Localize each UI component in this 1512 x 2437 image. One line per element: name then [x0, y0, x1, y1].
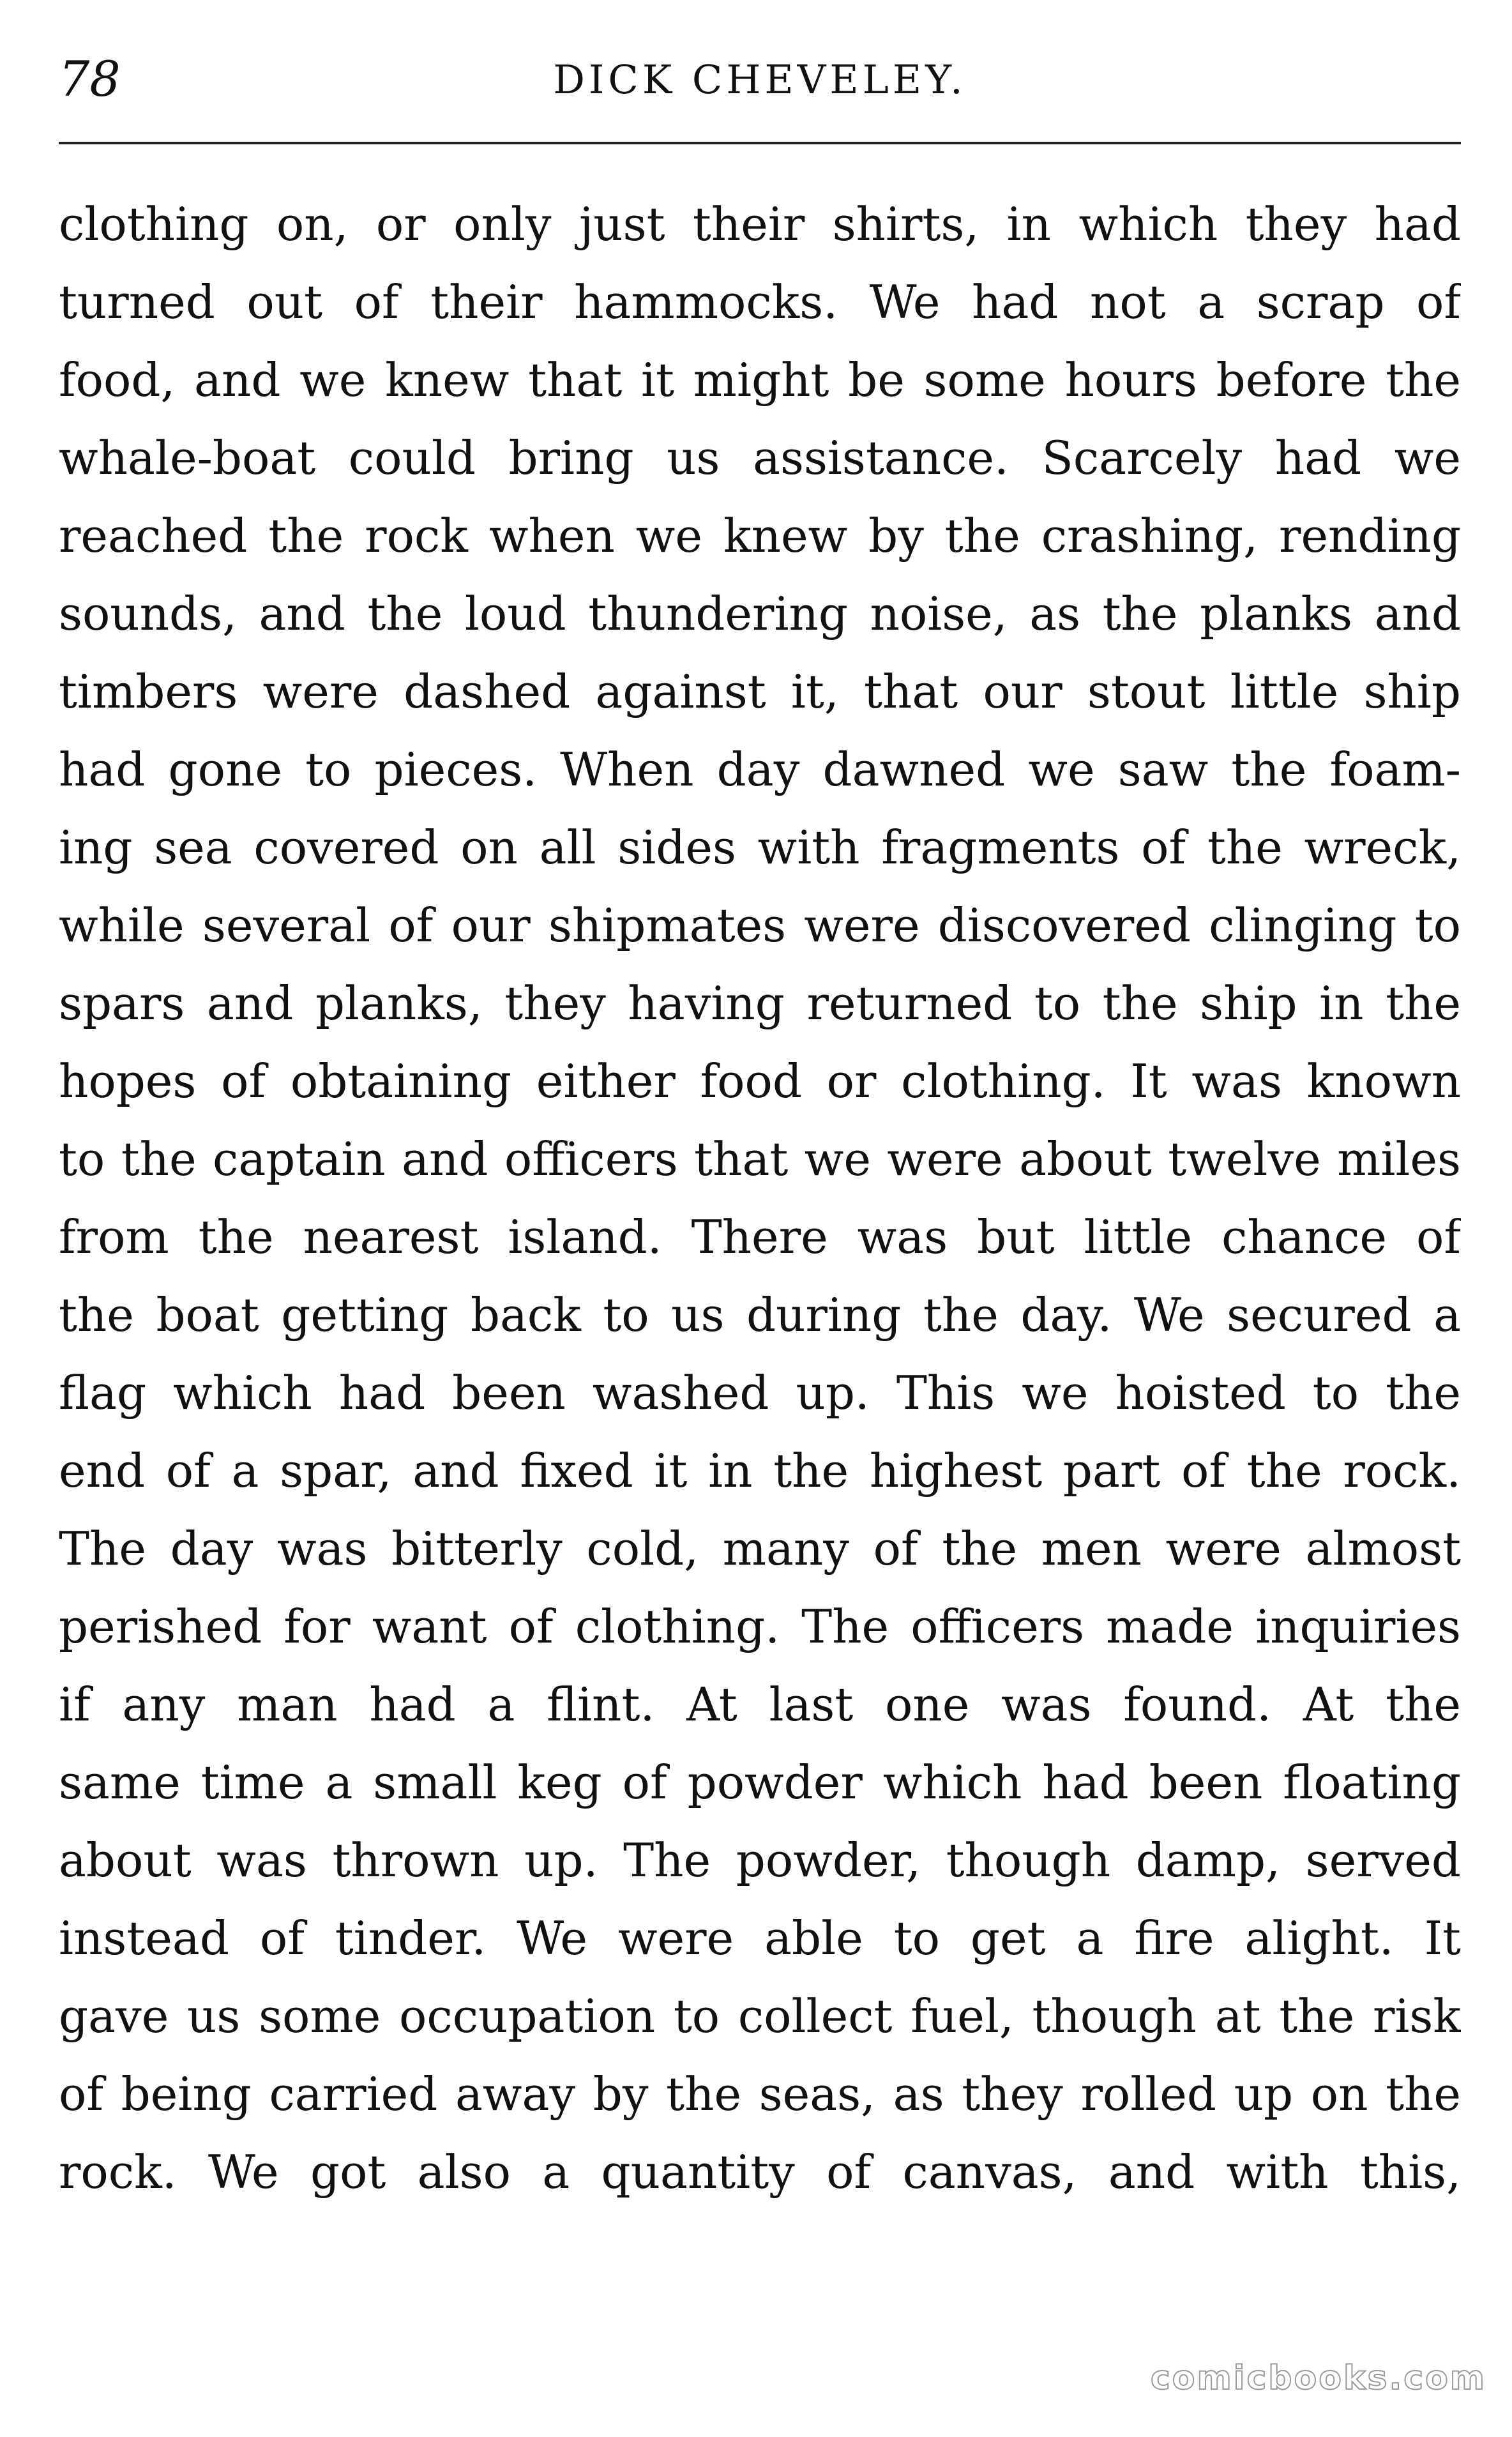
text-line: hopes of obtaining either food or clothing. It was known [59, 1054, 1461, 1108]
text-line: had gone to pieces. When day dawned we saw the foam- [59, 743, 1461, 796]
text-line: whale-boat could bring us assistance. Scarcely had we [59, 431, 1461, 485]
text-line: end of a spar, and fixed it in the highest part of the rock. [59, 1444, 1461, 1498]
page-number: 78 [59, 50, 121, 107]
text-line: same time a small keg of powder which had been floating [59, 1756, 1461, 1809]
text-line: perished for want of clothing. The officers made inquiries [59, 1600, 1461, 1653]
text-line: clothing on, or only just their shirts, in which they had [59, 197, 1461, 251]
text-line: sounds, and the loud thundering noise, as the planks and [59, 587, 1461, 641]
text-line: spars and planks, they having returned to the ship in the [59, 976, 1461, 1030]
body-text [59, 185, 1461, 2211]
text-line: from the nearest island. There was but little chance of [59, 1210, 1461, 1264]
text-line: gave us some occupation to collect fuel, though at the risk [59, 1989, 1461, 2043]
text-line: rock. We got also a quantity of canvas, and with this, [59, 2145, 1461, 2199]
watermark: comicbooks.com [1150, 2359, 1486, 2397]
text-line: timbers were dashed against it, that our stout little ship [59, 665, 1461, 718]
text-line: food, and we knew that it might be some hours before the [59, 353, 1461, 407]
text-line: about was thrown up. The powder, though damp, served [59, 1833, 1461, 1887]
header-rule [59, 142, 1461, 144]
page-header [59, 41, 1461, 118]
text-line: to the captain and officers that we were about twelve miles [59, 1132, 1461, 1186]
text-line: the boat getting back to us during the day. We secured a [59, 1288, 1461, 1342]
text-line: if any man had a flint. At last one was found. At the [59, 1678, 1461, 1731]
text-line: while several of our shipmates were discovered clinging to [59, 899, 1461, 952]
text-line: turned out of their hammocks. We had not a scrap of [59, 275, 1461, 329]
text-line: The day was bitterly cold, many of the men were almost [59, 1522, 1461, 1575]
text-line: of being carried away by the seas, as they rolled up on the [59, 2067, 1461, 2121]
text-line: ing sea covered on all sides with fragments of the wreck, [59, 821, 1461, 874]
text-line: flag which had been washed up. This we hoisted to the [59, 1366, 1461, 1420]
text-line: instead of tinder. We were able to get a fire alight. It [59, 1911, 1461, 1965]
text-line: reached the rock when we knew by the crashing, rending [59, 509, 1461, 563]
running-title: DICK CHEVELEY. [553, 56, 967, 103]
